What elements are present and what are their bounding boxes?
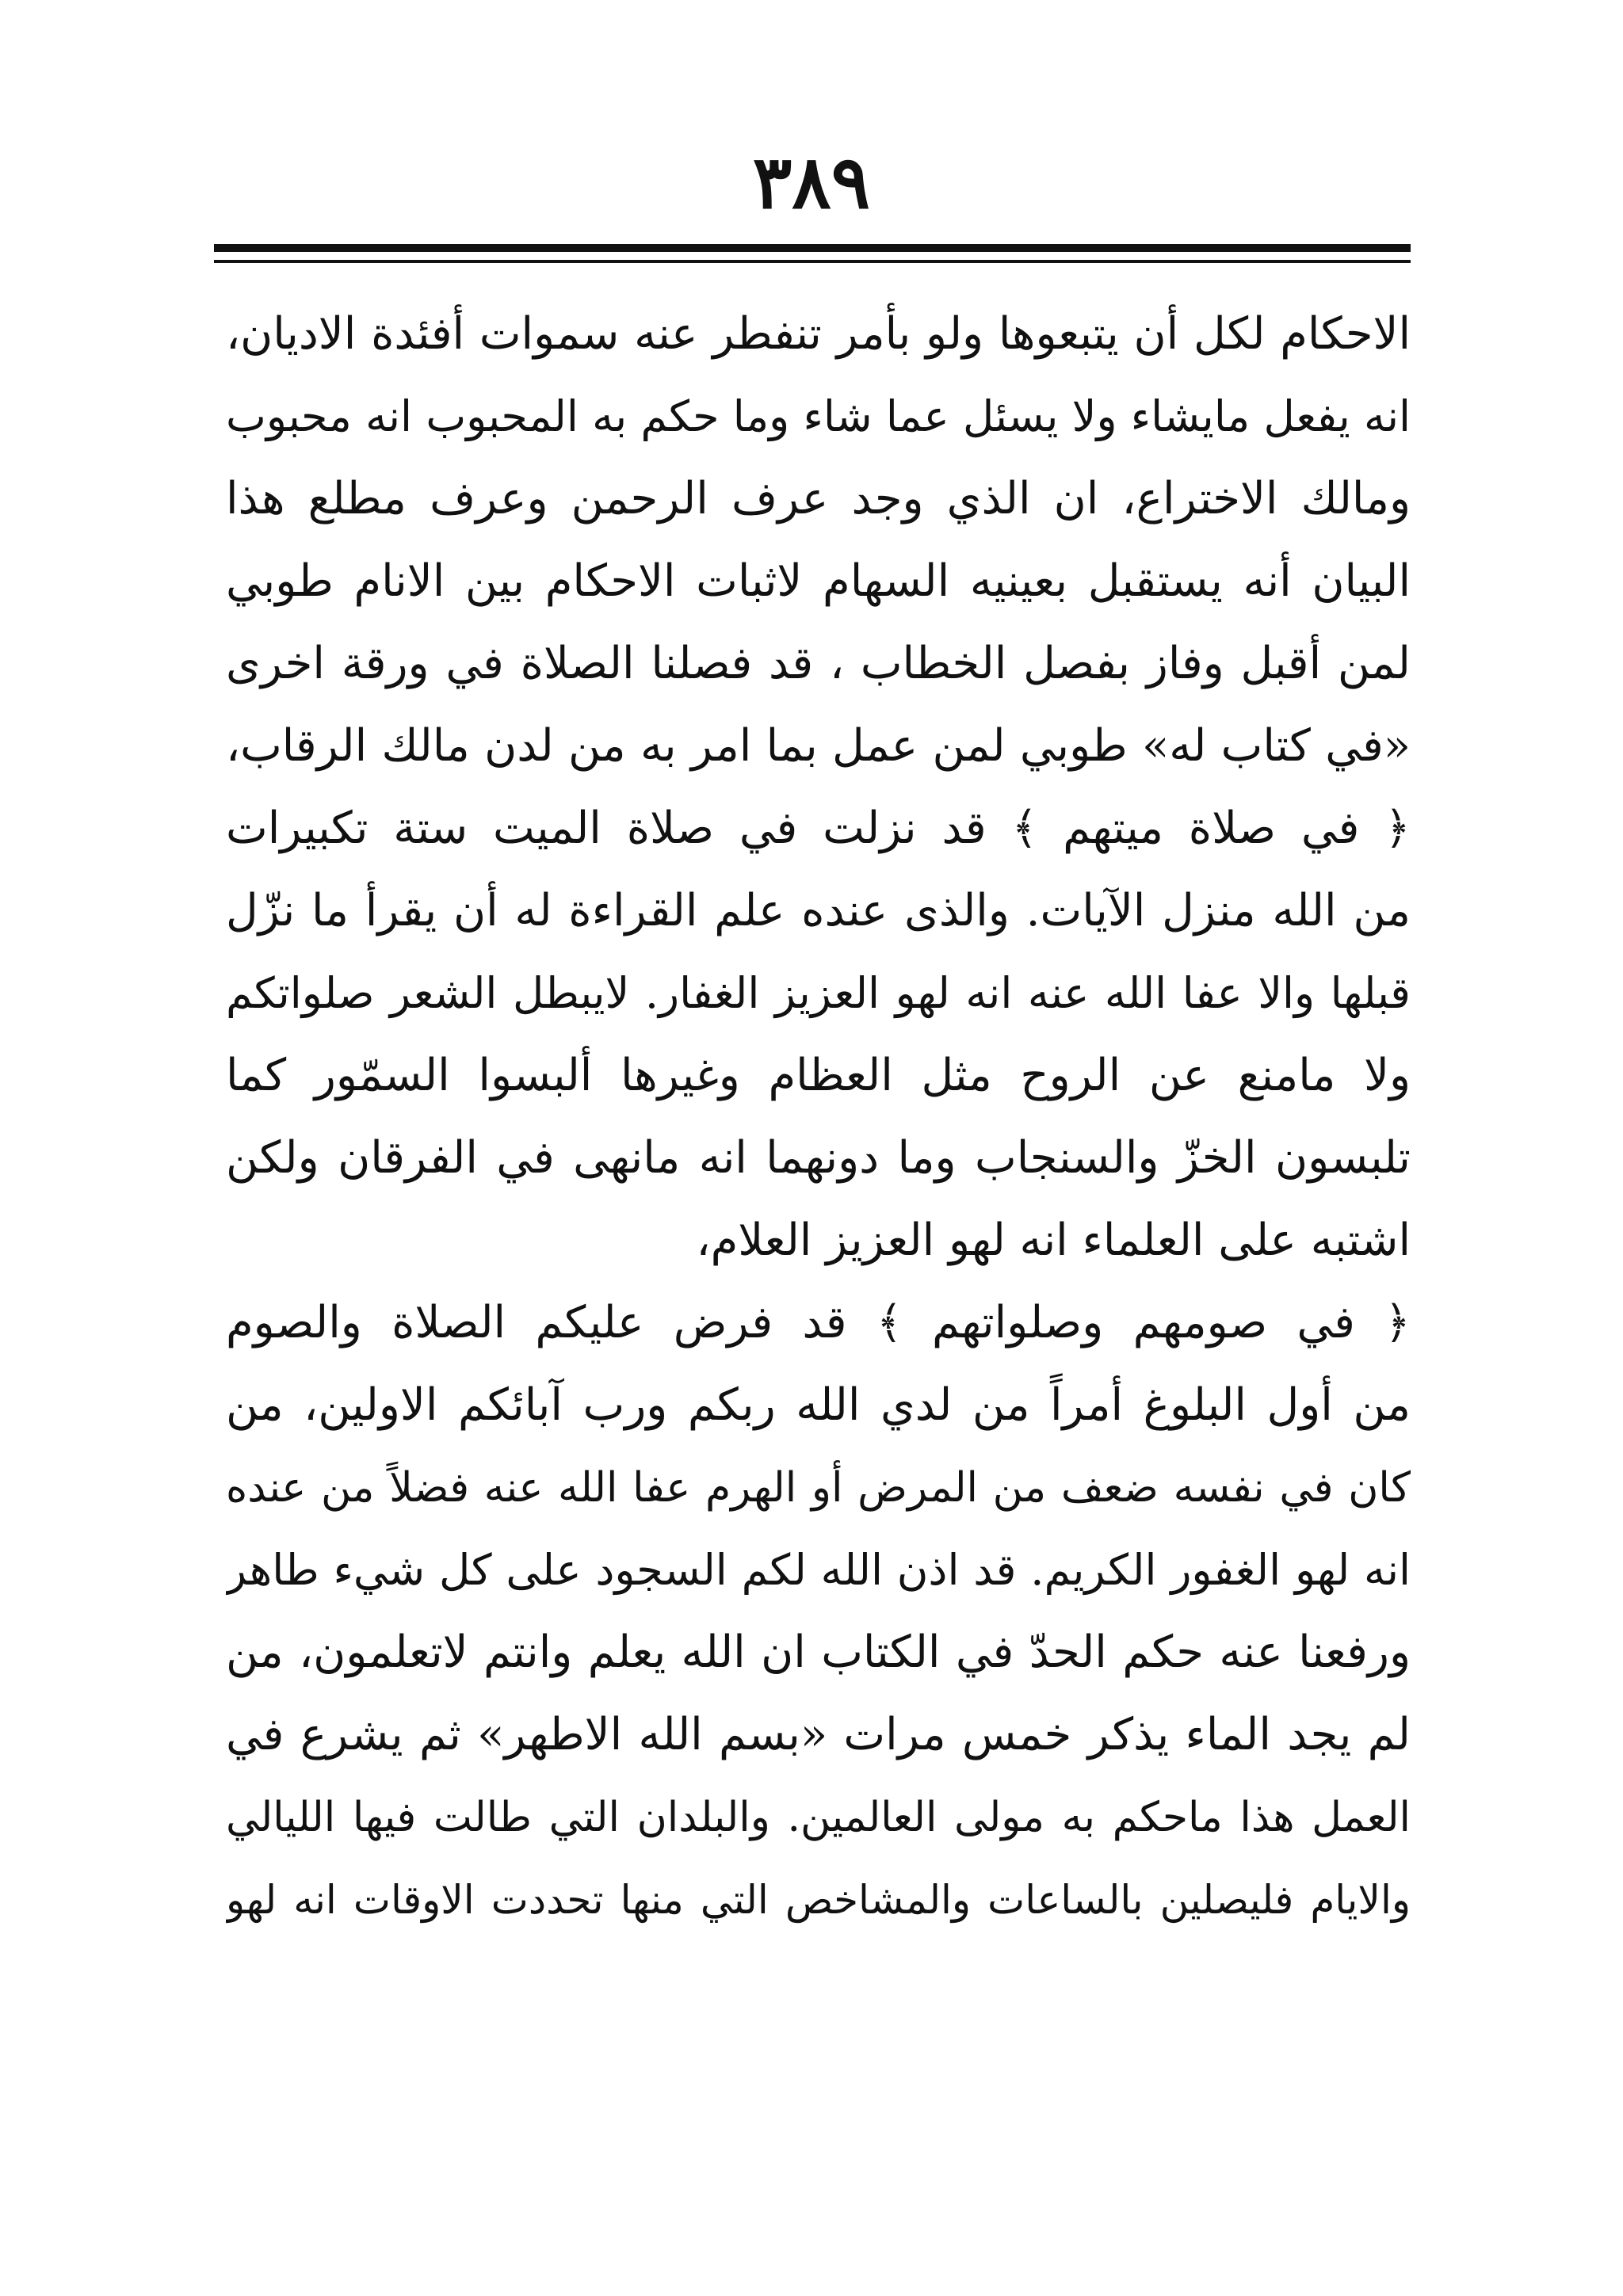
header-rule bbox=[214, 244, 1411, 268]
body-text bbox=[226, 293, 1411, 1941]
text-line: ومالك الاختراع، ان الذي وجد عرف الرحمن وعرف مطلع هذا bbox=[226, 473, 1411, 524]
section-heading-line: ﴿ في صومهم وصلواتهم ﴾ قد فرض عليكم الصلاة والصوم bbox=[226, 1297, 1411, 1348]
text-line: تلبسون الخزّ والسنجاب وما دونهما انه مانهى في الفرقان ولكن bbox=[226, 1132, 1411, 1184]
text-line: البيان أنه يستقبل بعينيه السهام لاثبات الاحكام بين الانام طوبي bbox=[226, 555, 1411, 607]
text-line: من الله منزل الآيات. والذى عنده علم القراءة له أن يقرأ ما نزّل bbox=[226, 885, 1411, 936]
text-line: كان في نفسه ضعف من المرض أو الهرم عفا الله عنه فضلاً من عنده bbox=[226, 1464, 1411, 1512]
text-line: «في كتاب له» طوبي لمن عمل بما امر به من لدن مالك الرقاب، bbox=[226, 720, 1411, 772]
text-line: قبلها والا عفا الله عنه انه لهو العزيز الغفار. لايبطل الشعر صلواتكم bbox=[226, 968, 1411, 1018]
text-line: والايام فليصلين بالساعات والمشاخص التي منها تحددت الاوقات انه لهو bbox=[226, 1877, 1411, 1923]
text-line: انه يفعل مايشاء ولا يسئل عما شاء وما حكم به المحبوب انه محبوب bbox=[226, 391, 1411, 441]
text-line: ولا مامنع عن الروح مثل العظام وغيرها ألبسوا السمّور كما bbox=[226, 1050, 1411, 1101]
text-line: انه لهو الغفور الكريم. قد اذن الله لكم السجود على كل شيء طاهر bbox=[226, 1545, 1411, 1595]
text-line: اشتبه على العلماء انه لهو العزيز العلام، bbox=[696, 1215, 1411, 1266]
header-rule-thick bbox=[214, 244, 1411, 252]
text-line: العمل هذا ماحكم به مولى العالمين. والبلدان التي طالت فيها الليالي bbox=[226, 1794, 1411, 1841]
text-line: ورفعنا عنه حكم الحدّ في الكتاب ان الله يعلم وانتم لاتعلمون، من bbox=[226, 1627, 1411, 1678]
text-line: لمن أقبل وفاز بفصل الخطاب ، قد فصلنا الصلاة في ورقة اخرى bbox=[226, 638, 1411, 689]
text-line: من أول البلوغ أمراً من لدي الله ربكم ورب آبائكم الاولين، من bbox=[226, 1379, 1411, 1431]
section-heading-line: ﴿ في صلاة ميتهم ﴾ قد نزلت في صلاة الميت ستة تكبيرات bbox=[226, 803, 1411, 854]
text-line: لم يجد الماء يذكر خمس مرات «بسم الله الاطهر» ثم يشرع في bbox=[226, 1709, 1411, 1760]
page-number: ٣٨٩ bbox=[752, 139, 871, 225]
header-rule-thin bbox=[214, 260, 1411, 263]
text-line: الاحكام لكل أن يتبعوها ولو بأمر تنفطر عنه سموات أفئدة الاديان، bbox=[226, 308, 1411, 360]
